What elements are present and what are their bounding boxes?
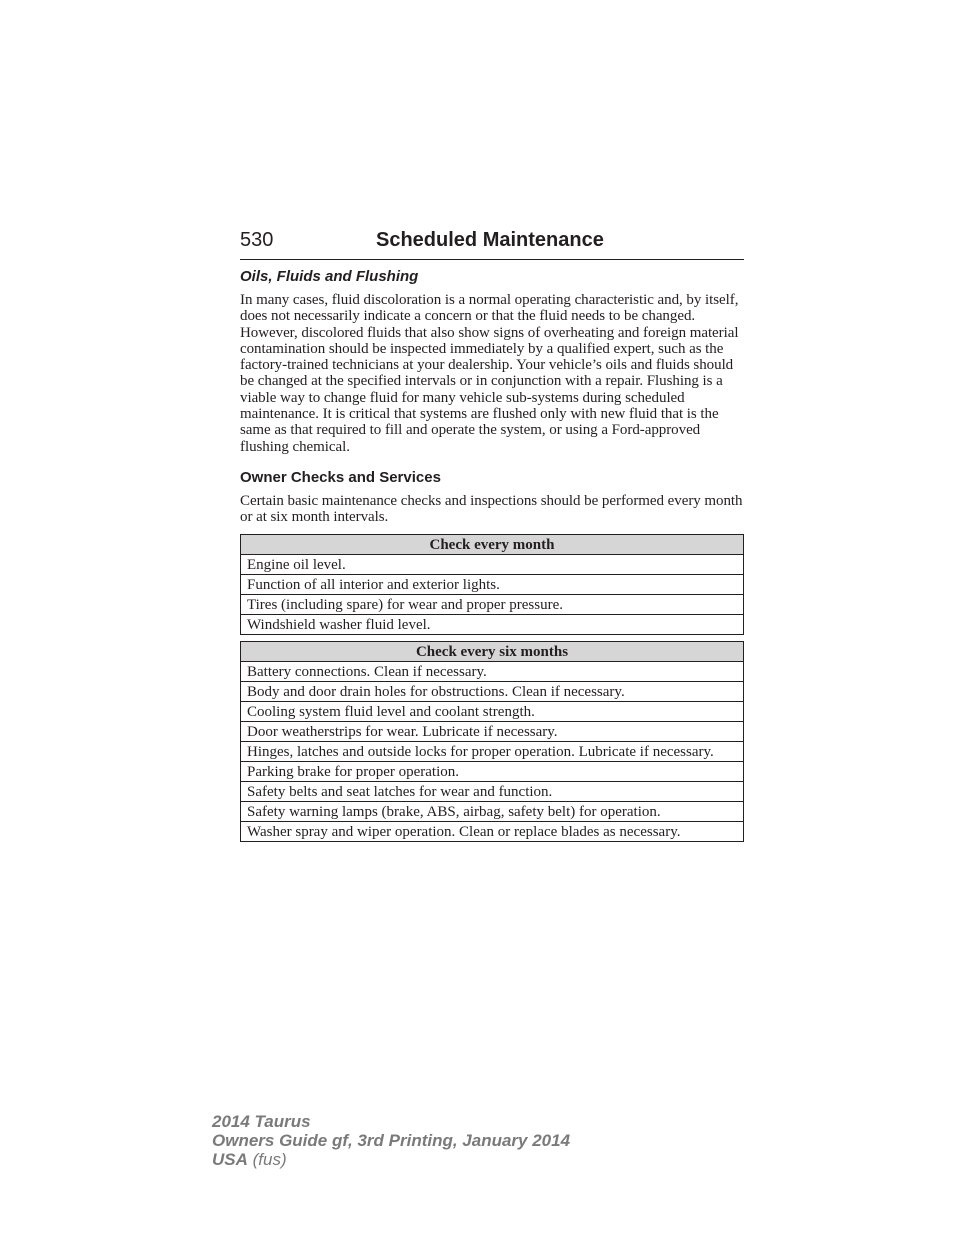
table-row bbox=[241, 761, 744, 781]
table-row bbox=[241, 741, 744, 761]
table-row bbox=[241, 554, 744, 574]
table-row bbox=[241, 681, 744, 701]
page-content bbox=[240, 229, 744, 842]
table-cell: Parking brake for proper operation. bbox=[241, 761, 744, 781]
paragraph-oils-fluids: In many cases, fluid discoloration is a normal operating characteristic and, by itself, does not necessarily indicate a concern or that the fluid needs to be changed. However, discolored fluids that also show signs of overheating and foreign material contamination should be inspected immediately by a qualified expert, such as the factory-trained technicians at your dealership. Your vehicle’s oils and fluids should be changed at the specified intervals or in conjunction with a repair. Flushing is a viable way to change fluid for many vehicle sub-systems during scheduled maintenance. It is critical that systems are flushed only with new fluid that is the same as that required to fill and operate the system, or using a Ford-approved flushing chemical. bbox=[240, 292, 739, 455]
table-row bbox=[241, 614, 744, 634]
section-heading-oils-fluids: Oils, Fluids and Flushing bbox=[240, 268, 419, 285]
table-cell: Windshield washer fluid level. bbox=[241, 614, 744, 634]
table-header-six-months: Check every six months bbox=[241, 641, 744, 661]
table-cell: Safety warning lamps (brake, ABS, airbag, safety belt) for operation. bbox=[241, 801, 744, 821]
table-row bbox=[241, 661, 744, 681]
footer-market-code: USA bbox=[212, 1150, 248, 1169]
footer-market-suffix: (fus) bbox=[252, 1150, 287, 1169]
table-cell: Engine oil level. bbox=[241, 554, 744, 574]
table-row bbox=[241, 594, 744, 614]
table-cell: Cooling system fluid level and coolant strength. bbox=[241, 701, 744, 721]
table-cell: Battery connections. Clean if necessary. bbox=[241, 661, 744, 681]
table-cell: Hinges, latches and outside locks for proper operation. Lubricate if necessary. bbox=[241, 741, 744, 761]
table-cell: Body and door drain holes for obstructions. Clean if necessary. bbox=[241, 681, 744, 701]
table-row bbox=[241, 801, 744, 821]
table-header-monthly: Check every month bbox=[241, 534, 744, 554]
page-number: 530 bbox=[240, 229, 274, 251]
six-month-checks-table bbox=[240, 641, 744, 842]
footer-model: 2014 Taurus bbox=[212, 1112, 311, 1131]
table-row bbox=[241, 701, 744, 721]
table-cell: Door weatherstrips for wear. Lubricate if necessary. bbox=[241, 721, 744, 741]
table-cell: Safety belts and seat latches for wear and function. bbox=[241, 781, 744, 801]
table-cell: Function of all interior and exterior lights. bbox=[241, 574, 744, 594]
table-row bbox=[241, 574, 744, 594]
table-row bbox=[241, 781, 744, 801]
section-heading-owner-checks: Owner Checks and Services bbox=[240, 468, 441, 486]
document-footer bbox=[212, 1112, 570, 1169]
table-cell: Tires (including spare) for wear and proper pressure. bbox=[241, 594, 744, 614]
table-row bbox=[241, 721, 744, 741]
monthly-checks-table bbox=[240, 534, 744, 635]
table-row bbox=[241, 821, 744, 841]
footer-market bbox=[212, 1150, 570, 1169]
page-header bbox=[240, 229, 744, 260]
table-cell: Washer spray and wiper operation. Clean or replace blades as necessary. bbox=[241, 821, 744, 841]
paragraph-owner-checks: Certain basic maintenance checks and inspections should be performed every month or at six month intervals. bbox=[240, 492, 743, 526]
page-title: Scheduled Maintenance bbox=[376, 229, 604, 251]
footer-guide-info: Owners Guide gf, 3rd Printing, January 2014 bbox=[212, 1131, 571, 1150]
